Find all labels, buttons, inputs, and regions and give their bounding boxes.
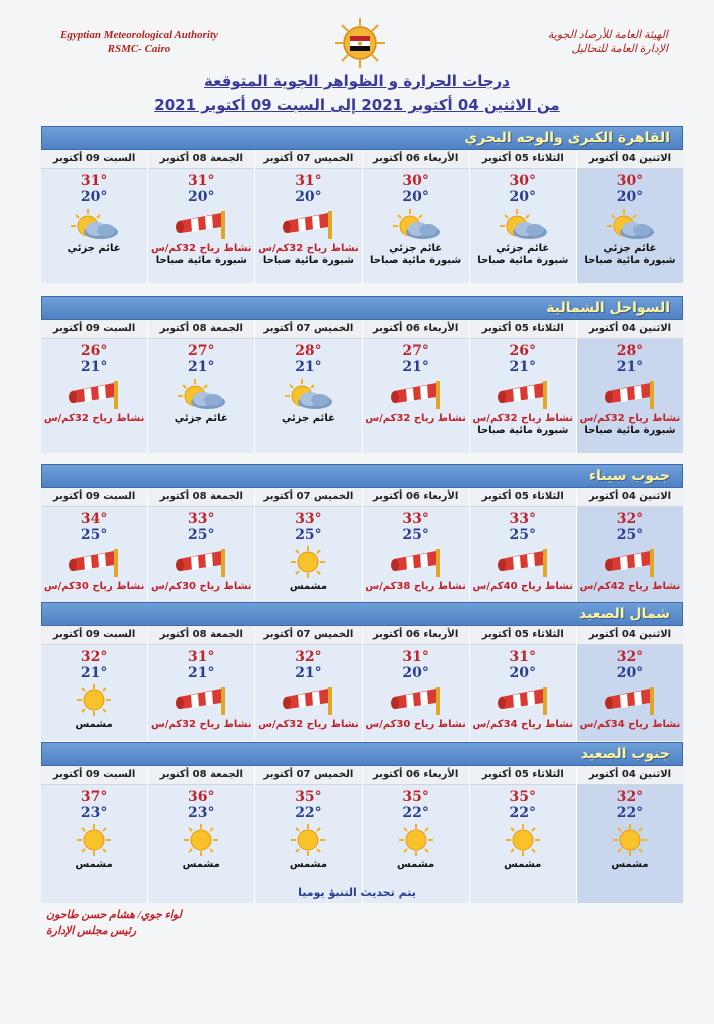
windsock-icon	[41, 543, 147, 581]
forecast-cell	[148, 488, 255, 603]
weather-condition: نشاط رياح 30كم/س	[150, 581, 252, 592]
forecast-cell	[41, 320, 148, 453]
max-temp: 30°	[616, 173, 644, 189]
signature-block	[46, 907, 182, 939]
cell-body	[41, 169, 147, 283]
forecast-cell	[363, 320, 470, 453]
day-header: الجمعة 08 أكتوبر	[148, 626, 254, 645]
ema-logo-icon	[333, 16, 387, 70]
weather-condition: غائم جزئي	[603, 243, 657, 254]
weather-condition: نشاط رياح 32كم/س	[150, 243, 252, 254]
windsock-icon	[363, 375, 469, 413]
region-title: جنوب سيناء	[41, 464, 683, 488]
day-header: السبت 09 أكتوبر	[41, 320, 147, 339]
forecast-cell	[363, 766, 470, 903]
cell-body	[255, 507, 361, 603]
min-temp: 20°	[188, 189, 215, 205]
max-temp: 27°	[402, 343, 429, 359]
max-temp: 33°	[509, 511, 537, 527]
max-temp: 31°	[402, 649, 429, 665]
cell-body	[577, 339, 683, 453]
day-header: الخميس 07 أكتوبر	[255, 626, 361, 645]
cell-body	[148, 507, 254, 603]
weather-condition: نشاط رياح 38كم/س	[365, 581, 466, 592]
min-temp: 25°	[80, 527, 108, 543]
day-header: السبت 09 أكتوبر	[41, 488, 147, 507]
partly-cloudy-icon	[148, 375, 254, 413]
forecast-cell	[577, 320, 683, 453]
department-name-ar: الإدارة العامة للتحاليل	[571, 43, 668, 55]
max-temp: 33°	[188, 511, 215, 527]
forecast-cell	[470, 488, 577, 603]
weather-condition: غائم جزئي	[67, 243, 121, 254]
cell-body	[577, 169, 683, 283]
max-temp: 33°	[295, 511, 322, 527]
weather-condition: غائم جزئي	[174, 413, 228, 424]
day-header: الاثنين 04 أكتوبر	[577, 488, 683, 507]
day-header: الثلاثاء 05 أكتوبر	[470, 150, 576, 169]
max-temp: 32°	[616, 511, 644, 527]
cell-body	[363, 169, 469, 283]
min-temp: 25°	[402, 527, 429, 543]
date-range: من الاثنين 04 أكتوبر 2021 إلى السبت 09 أكتوبر 2021	[154, 96, 560, 114]
day-header: الاثنين 04 أكتوبر	[577, 150, 683, 169]
day-header: الأربعاء 06 أكتوبر	[363, 320, 469, 339]
region-section	[41, 602, 683, 741]
forecast-cell	[41, 626, 148, 741]
cell-body	[470, 507, 576, 603]
day-columns	[41, 320, 683, 453]
region-title: السواحل الشمالية	[41, 296, 683, 320]
min-temp: 20°	[616, 189, 644, 205]
min-temp: 23°	[80, 805, 108, 821]
partly-cloudy-icon	[577, 205, 683, 243]
cell-body	[255, 339, 361, 453]
day-header: الجمعة 08 أكتوبر	[148, 320, 254, 339]
cell-body	[255, 169, 361, 283]
forecast-cell	[363, 488, 470, 603]
forecast-cell	[363, 150, 470, 283]
weather-condition: نشاط رياح 32كم/س	[472, 413, 574, 424]
signer-name: لواء جوي/ هشام حسن طاحون	[46, 909, 182, 921]
min-temp: 21°	[80, 359, 108, 375]
max-temp: 34°	[80, 511, 108, 527]
day-header: الجمعة 08 أكتوبر	[148, 488, 254, 507]
weather-condition: مشمس	[75, 719, 113, 730]
max-temp: 37°	[80, 789, 108, 805]
min-temp: 20°	[402, 665, 429, 681]
forecast-cell	[148, 626, 255, 741]
min-temp: 25°	[188, 527, 215, 543]
windsock-icon	[148, 205, 254, 243]
min-temp: 23°	[188, 805, 215, 821]
min-temp: 25°	[295, 527, 322, 543]
weather-condition: مشمس	[504, 859, 542, 870]
forecast-cell	[148, 320, 255, 453]
day-header: الخميس 07 أكتوبر	[255, 150, 361, 169]
region-title: القاهرة الكبرى والوجه البحري	[41, 126, 683, 150]
max-temp: 26°	[80, 343, 108, 359]
max-temp: 33°	[402, 511, 429, 527]
day-header: السبت 09 أكتوبر	[41, 150, 147, 169]
forecast-cell	[470, 626, 577, 741]
weather-note: شبورة مائية صباحا	[370, 255, 462, 266]
weather-condition: نشاط رياح 32كم/س	[258, 719, 359, 730]
update-note: يتم تحديث التنبؤ يوميا	[298, 886, 416, 899]
cell-body	[577, 645, 683, 741]
authority-english	[60, 28, 218, 56]
cell-body	[41, 645, 147, 741]
partly-cloudy-icon	[41, 205, 147, 243]
cell-body	[470, 339, 576, 453]
max-temp: 31°	[80, 173, 108, 189]
windsock-icon	[148, 681, 254, 719]
weather-condition: غائم جزئي	[389, 243, 443, 254]
partly-cloudy-icon	[363, 205, 469, 243]
forecast-cell	[255, 150, 362, 283]
weather-condition: نشاط رياح 32كم/س	[258, 243, 359, 254]
day-header: السبت 09 أكتوبر	[41, 626, 147, 645]
partly-cloudy-icon	[255, 375, 361, 413]
windsock-icon	[470, 543, 576, 581]
max-temp: 35°	[509, 789, 537, 805]
region-section	[41, 296, 683, 453]
sun-icon	[470, 821, 576, 859]
cell-body	[148, 339, 254, 453]
cell-body	[470, 169, 576, 283]
windsock-icon	[577, 543, 683, 581]
sun-icon	[577, 821, 683, 859]
forecast-cell	[577, 150, 683, 283]
max-temp: 32°	[616, 789, 644, 805]
page-title: درجات الحرارة و الظواهر الجوية المتوقعة	[204, 72, 510, 90]
min-temp: 20°	[295, 189, 322, 205]
windsock-icon	[363, 543, 469, 581]
sun-icon	[41, 681, 147, 719]
min-temp: 25°	[509, 527, 537, 543]
weather-condition: مشمس	[182, 859, 220, 870]
cell-body	[255, 645, 361, 741]
min-temp: 20°	[509, 665, 537, 681]
day-header: الجمعة 08 أكتوبر	[148, 150, 254, 169]
forecast-cell	[255, 766, 362, 903]
weather-note: شبورة مائية صباحا	[262, 255, 354, 266]
forecast-cell	[470, 150, 577, 283]
windsock-icon	[470, 375, 576, 413]
max-temp: 31°	[295, 173, 322, 189]
forecast-cell	[577, 488, 683, 603]
cell-body	[470, 645, 576, 741]
weather-condition: نشاط رياح 32كم/س	[43, 413, 145, 424]
authority-name-en: Egyptian Meteorological Authority	[60, 29, 218, 41]
max-temp: 30°	[402, 173, 429, 189]
rsmc-label: RSMC- Cairo	[107, 43, 171, 55]
region-section	[41, 464, 683, 603]
weather-condition: مشمس	[289, 581, 328, 592]
weather-condition: نشاط رياح 32كم/س	[365, 413, 466, 424]
day-header: الأربعاء 06 أكتوبر	[363, 488, 469, 507]
cell-body	[577, 507, 683, 603]
min-temp: 21°	[402, 359, 429, 375]
day-header: الاثنين 04 أكتوبر	[577, 766, 683, 785]
windsock-icon	[255, 681, 361, 719]
forecast-cell	[577, 766, 683, 903]
weather-condition: نشاط رياح 30كم/س	[43, 581, 145, 592]
max-temp: 31°	[509, 649, 537, 665]
sun-icon	[255, 821, 361, 859]
weather-condition: مشمس	[611, 859, 649, 870]
region-section	[41, 126, 683, 283]
max-temp: 32°	[295, 649, 322, 665]
day-header: الثلاثاء 05 أكتوبر	[470, 320, 576, 339]
weather-condition: غائم جزئي	[281, 413, 335, 424]
forecast-cell	[41, 766, 148, 903]
day-header: الثلاثاء 05 أكتوبر	[470, 766, 576, 785]
min-temp: 22°	[402, 805, 429, 821]
forecast-cell	[41, 488, 148, 603]
weather-condition: نشاط رياح 42كم/س	[579, 581, 681, 592]
windsock-icon	[255, 205, 361, 243]
cell-body	[363, 645, 469, 741]
day-header: الأربعاء 06 أكتوبر	[363, 626, 469, 645]
max-temp: 32°	[616, 649, 644, 665]
max-temp: 27°	[188, 343, 215, 359]
authority-arabic	[548, 28, 668, 56]
forecast-cell	[363, 626, 470, 741]
min-temp: 21°	[188, 359, 215, 375]
max-temp: 30°	[509, 173, 537, 189]
max-temp: 31°	[188, 173, 215, 189]
day-header: الخميس 07 أكتوبر	[255, 320, 361, 339]
min-temp: 22°	[295, 805, 322, 821]
day-header: الثلاثاء 05 أكتوبر	[470, 488, 576, 507]
weather-condition: مشمس	[396, 859, 435, 870]
max-temp: 28°	[295, 343, 322, 359]
weather-condition: نشاط رياح 34كم/س	[579, 719, 681, 730]
sun-icon	[255, 543, 361, 581]
weather-condition: نشاط رياح 30كم/س	[365, 719, 466, 730]
authority-name-ar: الهيئة العامة للأرصاد الجوية	[547, 29, 668, 41]
day-columns	[41, 626, 683, 741]
min-temp: 20°	[616, 665, 644, 681]
day-header: الجمعة 08 أكتوبر	[148, 766, 254, 785]
weather-condition: نشاط رياح 32كم/س	[150, 719, 252, 730]
min-temp: 21°	[295, 359, 322, 375]
windsock-icon	[41, 375, 147, 413]
weather-condition: نشاط رياح 34كم/س	[472, 719, 574, 730]
day-header: الخميس 07 أكتوبر	[255, 488, 361, 507]
min-temp: 20°	[80, 189, 108, 205]
min-temp: 21°	[188, 665, 215, 681]
sun-icon	[148, 821, 254, 859]
min-temp: 21°	[80, 665, 108, 681]
day-header: الأربعاء 06 أكتوبر	[363, 150, 469, 169]
windsock-icon	[470, 681, 576, 719]
cell-body	[363, 507, 469, 603]
signer-title: رئيس مجلس الإدارة	[46, 925, 137, 937]
day-columns	[41, 150, 683, 283]
weather-note: شبورة مائية صباحا	[155, 255, 247, 266]
region-title: شمال الصعيد	[41, 602, 683, 626]
windsock-icon	[577, 375, 683, 413]
forecast-cell	[148, 766, 255, 903]
region-section	[41, 742, 683, 903]
day-header: الاثنين 04 أكتوبر	[577, 320, 683, 339]
region-title: جنوب الصعيد	[41, 742, 683, 766]
min-temp: 21°	[509, 359, 537, 375]
min-temp: 22°	[616, 805, 644, 821]
forecast-cell	[148, 150, 255, 283]
day-columns	[41, 488, 683, 603]
weather-condition: نشاط رياح 32كم/س	[579, 413, 681, 424]
day-header: الاثنين 04 أكتوبر	[577, 626, 683, 645]
min-temp: 21°	[295, 665, 322, 681]
max-temp: 35°	[402, 789, 429, 805]
weather-condition: مشمس	[75, 859, 113, 870]
max-temp: 31°	[188, 649, 215, 665]
windsock-icon	[363, 681, 469, 719]
windsock-icon	[148, 543, 254, 581]
day-header: الخميس 07 أكتوبر	[255, 766, 361, 785]
cell-body	[363, 339, 469, 453]
partly-cloudy-icon	[470, 205, 576, 243]
weather-note: شبورة مائية صباحا	[477, 425, 569, 436]
windsock-icon	[577, 681, 683, 719]
sun-icon	[41, 821, 147, 859]
weather-note: شبورة مائية صباحا	[584, 425, 676, 436]
sun-icon	[363, 821, 469, 859]
forecast-cell	[255, 488, 362, 603]
forecast-cell	[41, 150, 148, 283]
max-temp: 36°	[188, 789, 215, 805]
weather-condition: مشمس	[289, 859, 328, 870]
min-temp: 21°	[616, 359, 644, 375]
day-header: الثلاثاء 05 أكتوبر	[470, 626, 576, 645]
forecast-cell	[577, 626, 683, 741]
min-temp: 20°	[402, 189, 429, 205]
min-temp: 25°	[616, 527, 644, 543]
weather-note: شبورة مائية صباحا	[584, 255, 676, 266]
min-temp: 22°	[509, 805, 537, 821]
max-temp: 32°	[80, 649, 108, 665]
weather-note: شبورة مائية صباحا	[477, 255, 569, 266]
cell-body	[41, 507, 147, 603]
day-columns	[41, 766, 683, 903]
day-header: الأربعاء 06 أكتوبر	[363, 766, 469, 785]
cell-body	[148, 169, 254, 283]
cell-body	[41, 339, 147, 453]
forecast-cell	[255, 320, 362, 453]
max-temp: 26°	[509, 343, 537, 359]
weather-condition: غائم جزئي	[496, 243, 550, 254]
forecast-cell	[470, 766, 577, 903]
day-header: السبت 09 أكتوبر	[41, 766, 147, 785]
cell-body	[148, 645, 254, 741]
max-temp: 35°	[295, 789, 322, 805]
forecast-cell	[255, 626, 362, 741]
weather-condition: نشاط رياح 40كم/س	[472, 581, 574, 592]
forecast-cell	[470, 320, 577, 453]
min-temp: 20°	[509, 189, 537, 205]
max-temp: 28°	[616, 343, 644, 359]
